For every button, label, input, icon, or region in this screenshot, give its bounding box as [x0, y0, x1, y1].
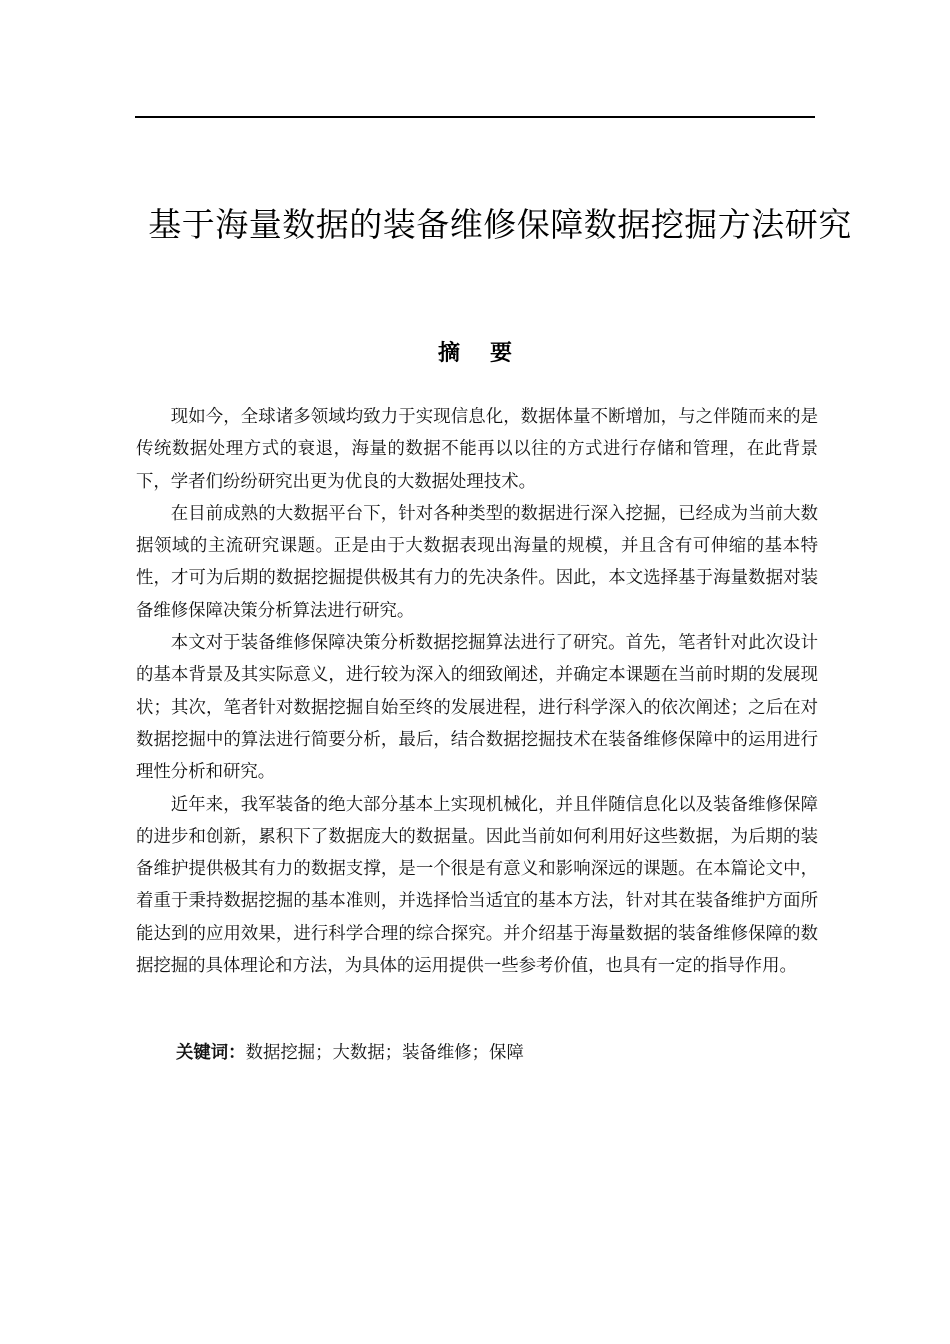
abstract-heading: 摘要: [437, 341, 542, 366]
keywords-label: 关键词：: [176, 1043, 246, 1063]
abstract-paragraph: 现如今，全球诸多领域均致力于实现信息化，数据体量不断增加，与之伴随而来的是传统数据处理方式的衰退，海量的数据不能再以以往的方式进行存储和管理，在此背景下，学者们纷纷研究出更为优良的大数据处理技术。: [136, 407, 818, 492]
keywords-text: 数据挖掘；大数据；装备维修；保障: [245, 1043, 524, 1063]
document-title: 基于海量数据的装备维修保障数据挖掘方法研究: [148, 205, 852, 244]
abstract-paragraph: 本文对于装备维修保障决策分析数据挖掘算法进行了研究。首先，笔者针对此次设计的基本背景及其实际意义，进行较为深入的细致阐述，并确定本课题在当前时期的发展现状；其次，笔者针对数据挖掘自始至终的发展进程，进行科学深入的依次阐述；之后在对数据挖掘中的算法进行简要分析，最后，结合数据挖掘技术在装备维修保障中的运用进行理性分析和研究。: [136, 633, 818, 783]
keywords-line: [176, 1037, 524, 1069]
header-rule: [135, 116, 815, 118]
abstract-paragraph: 在目前成熟的大数据平台下，针对各种类型的数据进行深入挖掘，已经成为当前大数据领域的主流研究课题。正是由于大数据表现出海量的规模，并且含有可伸缩的基本特性，才可为后期的数据挖掘提供极其有力的先决条件。因此，本文选择基于海量数据对装备维修保障决策分析算法进行研究。: [136, 503, 818, 621]
abstract-body: [136, 401, 818, 982]
abstract-paragraph: 近年来，我军装备的绝大部分基本上实现机械化，并且伴随信息化以及装备维修保障的进步和创新，累积下了数据庞大的数据量。因此当前如何利用好这些数据，为后期的装备维护提供极其有力的数据支撑，是一个很是有意义和影响深远的课题。在本篇论文中，着重于秉持数据挖掘的基本准则，并选择恰当适宜的基本方法，针对其在装备维护方面所能达到的应用效果，进行科学合理的综合探究。并介绍基于海量数据的装备维修保障的数据挖掘的具体理论和方法，为具体的运用提供一些参考价值，也具有一定的指导作用。: [136, 794, 818, 977]
